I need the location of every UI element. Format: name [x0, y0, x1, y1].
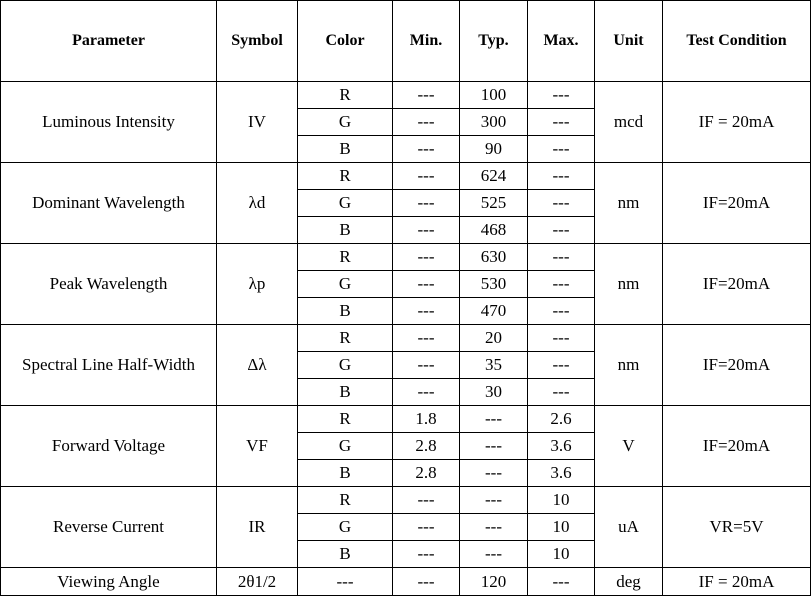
min-cell: --- — [393, 271, 460, 298]
parameter-cell: Forward Voltage — [1, 406, 217, 487]
min-cell: --- — [393, 379, 460, 406]
parameter-cell: Dominant Wavelength — [1, 163, 217, 244]
condition-cell: IF = 20mA — [663, 82, 811, 163]
color-cell: R — [298, 82, 393, 109]
header-max: Max. — [528, 1, 595, 82]
parameter-cell: Luminous Intensity — [1, 82, 217, 163]
parameter-cell: Viewing Angle — [1, 568, 217, 596]
condition-cell: IF=20mA — [663, 406, 811, 487]
min-cell: --- — [393, 325, 460, 352]
color-cell: R — [298, 325, 393, 352]
max-cell: --- — [528, 379, 595, 406]
max-cell: 10 — [528, 514, 595, 541]
typ-cell: 530 — [460, 271, 528, 298]
condition-cell: IF=20mA — [663, 163, 811, 244]
typ-cell: --- — [460, 406, 528, 433]
max-cell: --- — [528, 163, 595, 190]
color-cell: --- — [298, 568, 393, 596]
symbol-cell: λp — [217, 244, 298, 325]
table-row — [1, 568, 811, 596]
header-test-condition: Test Condition — [663, 1, 811, 82]
typ-cell: 20 — [460, 325, 528, 352]
header-parameter: Parameter — [1, 1, 217, 82]
max-cell: 10 — [528, 487, 595, 514]
max-cell: 3.6 — [528, 460, 595, 487]
condition-cell: IF=20mA — [663, 325, 811, 406]
color-cell: G — [298, 433, 393, 460]
typ-cell: 100 — [460, 82, 528, 109]
max-cell: 10 — [528, 541, 595, 568]
max-cell: --- — [528, 271, 595, 298]
max-cell: 3.6 — [528, 433, 595, 460]
parameter-cell: Spectral Line Half-Width — [1, 325, 217, 406]
color-cell: B — [298, 541, 393, 568]
color-cell: B — [298, 136, 393, 163]
min-cell: --- — [393, 541, 460, 568]
color-cell: B — [298, 379, 393, 406]
unit-cell: uA — [595, 487, 663, 568]
min-cell: 2.8 — [393, 433, 460, 460]
color-cell: R — [298, 487, 393, 514]
typ-cell: 30 — [460, 379, 528, 406]
typ-cell: 35 — [460, 352, 528, 379]
unit-cell: nm — [595, 325, 663, 406]
typ-cell: 630 — [460, 244, 528, 271]
min-cell: --- — [393, 244, 460, 271]
min-cell: --- — [393, 217, 460, 244]
color-cell: G — [298, 271, 393, 298]
typ-cell: --- — [460, 514, 528, 541]
typ-cell: 624 — [460, 163, 528, 190]
color-cell: G — [298, 109, 393, 136]
table-row — [1, 487, 811, 514]
symbol-cell: VF — [217, 406, 298, 487]
color-cell: B — [298, 298, 393, 325]
typ-cell: --- — [460, 487, 528, 514]
header-row — [1, 1, 811, 82]
typ-cell: --- — [460, 433, 528, 460]
color-cell: G — [298, 190, 393, 217]
table-body — [1, 82, 811, 568]
parameter-cell: Peak Wavelength — [1, 244, 217, 325]
min-cell: --- — [393, 82, 460, 109]
max-cell: --- — [528, 352, 595, 379]
symbol-cell: λd — [217, 163, 298, 244]
typ-cell: 525 — [460, 190, 528, 217]
typ-cell: 300 — [460, 109, 528, 136]
typ-cell: 468 — [460, 217, 528, 244]
min-cell: --- — [393, 136, 460, 163]
table-row — [1, 244, 811, 271]
condition-cell: IF = 20mA — [663, 568, 811, 596]
min-cell: --- — [393, 163, 460, 190]
color-cell: B — [298, 460, 393, 487]
typ-cell: 90 — [460, 136, 528, 163]
min-cell: 1.8 — [393, 406, 460, 433]
typ-cell: 470 — [460, 298, 528, 325]
max-cell: --- — [528, 244, 595, 271]
condition-cell: VR=5V — [663, 487, 811, 568]
max-cell: --- — [528, 298, 595, 325]
color-cell: R — [298, 244, 393, 271]
typ-cell: 120 — [460, 568, 528, 596]
max-cell: --- — [528, 136, 595, 163]
min-cell: --- — [393, 352, 460, 379]
typ-cell: --- — [460, 541, 528, 568]
table-row — [1, 82, 811, 109]
min-cell: --- — [393, 568, 460, 596]
min-cell: --- — [393, 298, 460, 325]
header-color: Color — [298, 1, 393, 82]
unit-cell: V — [595, 406, 663, 487]
table-row — [1, 406, 811, 433]
symbol-cell: 2θ1/2 — [217, 568, 298, 596]
unit-cell: deg — [595, 568, 663, 596]
header-min: Min. — [393, 1, 460, 82]
symbol-cell: Δλ — [217, 325, 298, 406]
min-cell: 2.8 — [393, 460, 460, 487]
color-cell: B — [298, 217, 393, 244]
color-cell: G — [298, 352, 393, 379]
min-cell: --- — [393, 487, 460, 514]
min-cell: --- — [393, 514, 460, 541]
condition-cell: IF=20mA — [663, 244, 811, 325]
table-row — [1, 325, 811, 352]
unit-cell: nm — [595, 244, 663, 325]
symbol-cell: IR — [217, 487, 298, 568]
symbol-cell: IV — [217, 82, 298, 163]
parameter-cell: Reverse Current — [1, 487, 217, 568]
typ-cell: --- — [460, 460, 528, 487]
color-cell: G — [298, 514, 393, 541]
header-typ: Typ. — [460, 1, 528, 82]
color-cell: R — [298, 163, 393, 190]
header-symbol: Symbol — [217, 1, 298, 82]
max-cell: --- — [528, 217, 595, 244]
max-cell: --- — [528, 109, 595, 136]
min-cell: --- — [393, 190, 460, 217]
header-unit: Unit — [595, 1, 663, 82]
table-row — [1, 163, 811, 190]
max-cell: --- — [528, 190, 595, 217]
max-cell: --- — [528, 325, 595, 352]
unit-cell: nm — [595, 163, 663, 244]
unit-cell: mcd — [595, 82, 663, 163]
max-cell: --- — [528, 568, 595, 596]
max-cell: --- — [528, 82, 595, 109]
min-cell: --- — [393, 109, 460, 136]
color-cell: R — [298, 406, 393, 433]
max-cell: 2.6 — [528, 406, 595, 433]
